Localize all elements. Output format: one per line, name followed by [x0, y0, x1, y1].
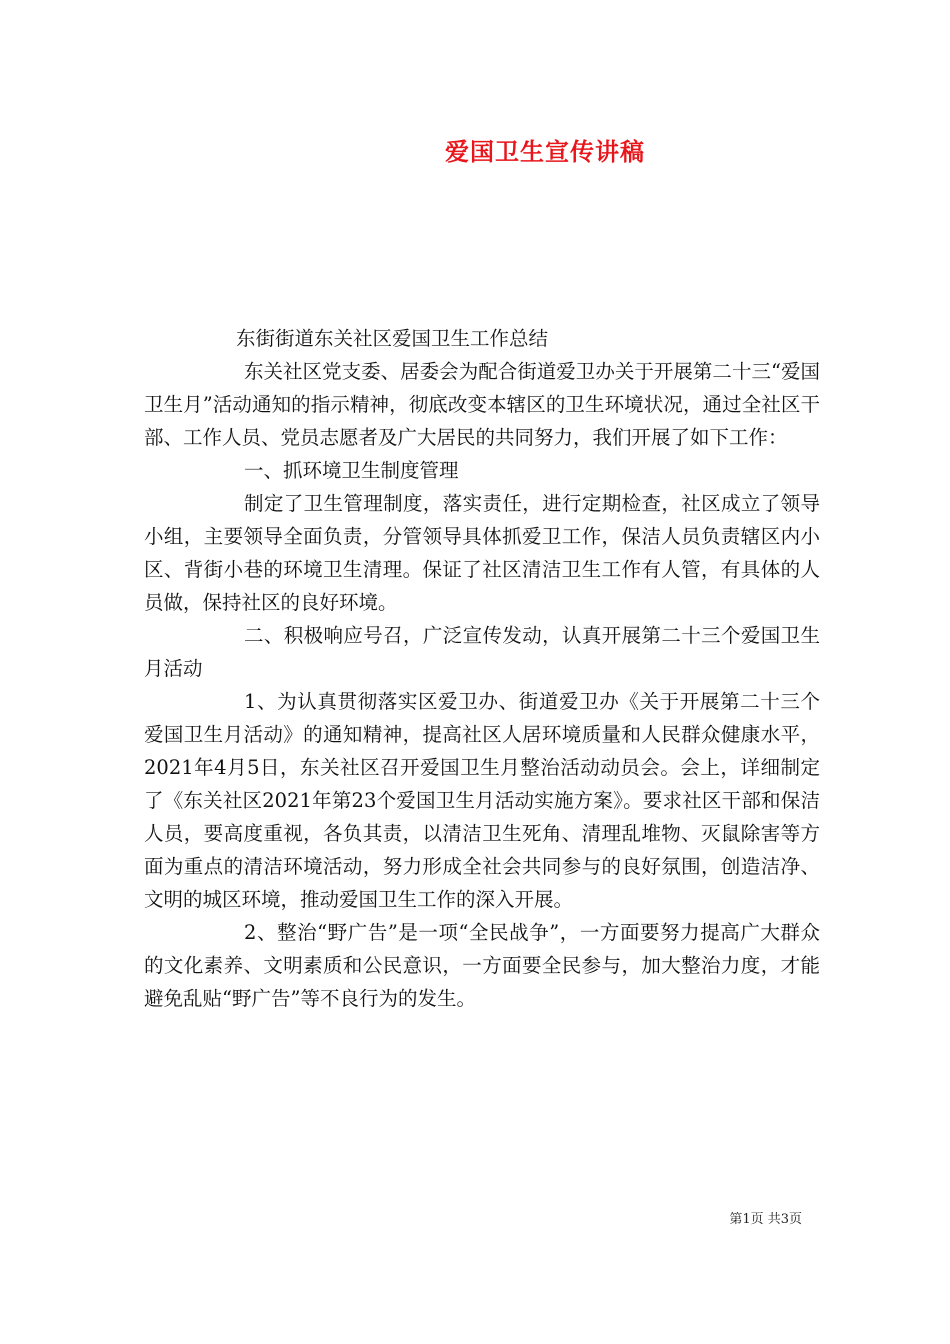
paragraph: 制定了卫生管理制度，落实责任，进行定期检查，社区成立了领导小组，主要领导全面负责，分管领导具体抓爱卫工作，保洁人员负责辖区内小区、背街小巷的环境卫生清理。保证了社区清洁卫生工作有人管，有具体的人员做，保持社区的良好环境。 — [144, 492, 820, 614]
paragraph: 东关社区党支委、居委会为配合街道爱卫办关于开展第二十三“爱国卫生月”活动通知的指示精神，彻底改变本辖区的卫生环境状况，通过全社区干部、工作人员、党员志愿者及广大居民的共同努力，我们开展了如下工作： — [144, 360, 820, 449]
paragraph: 2、整治“野广告”是一项“全民战争”，一方面要努力提高广大群众的文化素养、文明素质和公民意识，一方面要全民参与，加大整治力度，才能避免乱贴“野广告”等不良行为的发生。 — [144, 921, 820, 1010]
paragraph: 1、为认真贯彻落实区爱卫办、街道爱卫办《关于开展第二十三个爱国卫生月活动》的通知精神，提高社区人居环境质量和人民群众健康水平，2021年4月5日，东关社区召开爱国卫生月整治活动动员会。会上，详细制定了《东关社区2021年第23个爱国卫生月活动实施方案》。要求社区干部和保洁人员，要高度重视，各负其责，以清洁卫生死角、清理乱堆物、灭鼠除害等方面为重点的清洁环境活动，努力形成全社会共同参与的良好氛围，创造洁净、文明的城区环境，推动爱国卫生工作的深入开展。 — [144, 690, 820, 911]
page-footer: 第1页 共3页 — [729, 1212, 802, 1227]
document-body — [144, 322, 820, 1015]
section-heading: 一、抓环境卫生制度管理 — [244, 459, 459, 482]
document-title: 爱国卫生宣传讲稿 — [445, 137, 645, 166]
section-heading: 二、积极响应号召，广泛宣传发动，认真开展第二十三个爱国卫生月活动 — [144, 624, 820, 680]
section-heading: 东街街道东关社区爱国卫生工作总结 — [236, 327, 549, 350]
